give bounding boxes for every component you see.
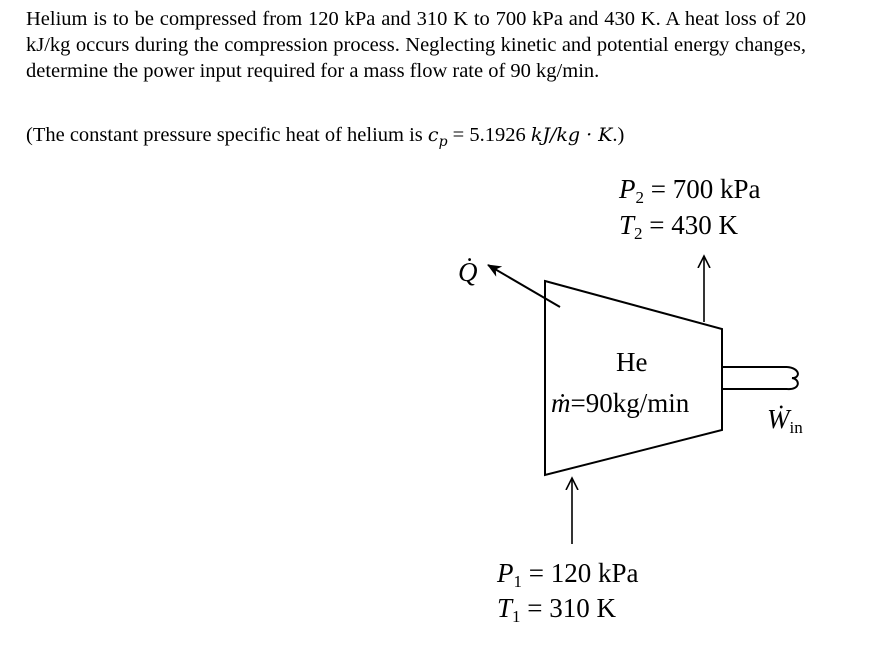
inlet-temperature-label: $T_1 = 310$ K bbox=[497, 593, 617, 626]
fluid-label: He bbox=[616, 347, 648, 377]
heat-symbol: Q̇ bbox=[458, 257, 478, 287]
compressor-body bbox=[545, 281, 722, 475]
note-suffix: .) bbox=[612, 124, 625, 146]
cp-symbol: $c_p$ bbox=[427, 124, 448, 150]
inlet-pressure-label: $P_1 = 120$ kPa bbox=[497, 558, 639, 591]
cp-unit: kJ/kg · K bbox=[530, 124, 613, 146]
mass-flow-label: ṁ=90kg/min bbox=[551, 388, 690, 418]
outlet-temperature-label: $T_2 = 430$ K bbox=[619, 210, 739, 243]
problem-statement: Helium is to be compressed from 120 kPa and 310 K to 700 kPa and 430 K. A heat loss of 20 kJ/kg occurs during the compression process. Neglecting kinetic and potential energy changes, determine the power input required for a mass flow rate of 90 kg/min. bbox=[26, 8, 806, 82]
outlet-pressure-label: $P_2 = 700$ kPa bbox=[619, 174, 761, 207]
cp-value: = 5.1926 bbox=[447, 124, 531, 146]
work-input-label: Ẇ$_{in}$ bbox=[767, 404, 803, 437]
shaft-coupling bbox=[787, 367, 798, 389]
note-prefix: (The constant pressure specific heat of helium is bbox=[26, 124, 428, 146]
